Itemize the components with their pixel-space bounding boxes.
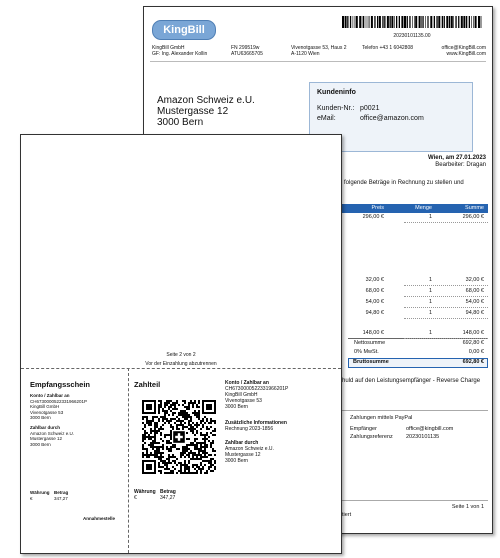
company-city: A-1120 Wien (291, 51, 320, 57)
mwst-value: 0,00 € (468, 349, 484, 355)
row-preis: 148,00 € (362, 330, 384, 336)
row-menge: 1 (428, 299, 432, 305)
payment-payer-city: 3000 Bern (225, 458, 249, 464)
row-menge: 1 (428, 277, 432, 283)
paypal-divider (342, 410, 488, 411)
row-summe: 68,00 € (465, 288, 484, 294)
brutto-row (348, 358, 488, 368)
payment-info-value: Rechnung 2023-1856 (225, 426, 274, 432)
header-divider (150, 61, 486, 62)
receipt-amount (54, 490, 68, 501)
payment-city: 3000 Bern (225, 404, 249, 410)
col-summe: Summe (465, 205, 484, 211)
payment-payer-street: Mustergasse 12 (225, 452, 261, 458)
company-phone: Telefon +43 1 6042808 (362, 45, 414, 51)
invoice-tail: tiert (342, 512, 352, 518)
payment-currency-value: € (134, 495, 137, 501)
receipt-currency (30, 490, 50, 501)
row-preis: 32,00 € (365, 277, 384, 283)
invoice-page-number: Seite 1 von 1 (451, 504, 484, 510)
row-summe: 32,00 € (465, 277, 484, 283)
payment-konto-label: Konto / Zahlbar an (225, 380, 269, 386)
receipt-payer (30, 425, 74, 447)
payment-amount-label: Betrag (160, 489, 176, 495)
company-name: KingBill GmbH (152, 45, 185, 51)
payment-currency (134, 489, 156, 501)
bearbeiter: Bearbeiter: Dragan (435, 162, 486, 168)
row-summe: 296,00 € (462, 214, 484, 220)
col-preis: Preis (371, 205, 384, 211)
brutto-label: Bruttosumme (353, 359, 389, 365)
recipient-street: Mustergasse 12 (157, 106, 229, 117)
kunden-nr-label: Kunden-Nr.: (317, 105, 355, 112)
payment-payer (225, 440, 274, 464)
receipt-currency-label: Währung (30, 490, 50, 495)
paypal-ref: 20230101135 (406, 434, 440, 440)
row-menge: 1 (428, 288, 432, 294)
kunden-nr: p0021 (360, 105, 380, 112)
company-street: Vivenotgasse 53, Haus 2 (291, 45, 347, 51)
row-preis: 54,00 € (365, 299, 384, 305)
payment-name: KingBill GmbH (225, 392, 258, 398)
receipt-amount-label: Betrag (54, 490, 69, 495)
kingbill-logo: KingBill (152, 20, 216, 40)
row-divider (404, 307, 488, 308)
paypal-empf: office@kingbill.com (406, 426, 454, 432)
company-email: office@KingBill.com (441, 45, 486, 51)
payment-amount-value: 347,27 (160, 495, 176, 501)
slip-page-number: Seite 2 von 2 (166, 352, 196, 358)
payment-currency-label: Währung (134, 489, 156, 495)
row-summe: 54,00 € (465, 299, 484, 305)
payment-info-label: Zusätzliche Informationen (225, 420, 287, 426)
receipt-street: Vivenotgasse 53 (30, 409, 64, 415)
row-preis: 94,80 € (365, 310, 384, 316)
row-preis: 68,00 € (365, 288, 384, 294)
payment-iban: CH6730000522331966201P (225, 386, 289, 392)
table-header (342, 204, 488, 213)
kunden-email: office@amazon.com (360, 115, 424, 122)
invoice-date: Wien, am 27.01.2023 (428, 155, 486, 161)
col-menge: Menge (415, 205, 432, 211)
receipt-konto-label: Konto / Zahlbar an (30, 393, 70, 398)
kunden-email-label: eMail: (317, 115, 336, 122)
invoice-intro: folgende Beträge in Rechnung zu stellen und (344, 180, 464, 186)
receipt-name: KingBill GmbH (30, 404, 60, 409)
row-divider (404, 296, 488, 297)
paypal-ref-label: Zahlungsreferenz (350, 434, 393, 440)
receipt-title: Empfangsschein (30, 380, 91, 389)
barcode-number: 20230101135.00 (393, 33, 431, 39)
payment-info (225, 420, 287, 432)
footer-divider (342, 500, 488, 501)
mwst-label: 0% MwSt. (354, 349, 379, 355)
swiss-qr-code (142, 400, 216, 474)
paypal-title: Zahlungen mittels PayPal (350, 415, 413, 421)
barcode (342, 15, 482, 39)
row-divider (404, 338, 488, 339)
row-menge: 1 (428, 330, 432, 336)
paypal-empf-label: Empfänger (350, 426, 377, 432)
receipt-acceptance: Annahmestelle (83, 516, 116, 521)
payment-street: Vivenotgasse 53 (225, 398, 262, 404)
row-menge: 1 (428, 310, 432, 316)
reverse-charge-note: huld auf den Leistungsempfänger - Reverse Charge (342, 378, 481, 384)
row-menge: 1 (428, 214, 432, 220)
payment-account (225, 380, 288, 410)
receipt-payer-name: Amazon Schweiz e.U. (30, 430, 75, 436)
row-divider (404, 285, 488, 286)
payment-slip-page (20, 134, 342, 554)
recipient-address (157, 95, 255, 128)
row-summe: 94,80 € (465, 310, 484, 316)
separation-line (128, 368, 129, 553)
row-divider (404, 318, 488, 319)
receipt-account (30, 393, 87, 421)
company-atu: ATU63665705 (231, 51, 263, 57)
payment-payer-name: Amazon Schweiz e.U. (225, 446, 274, 452)
receipt-payer-street: Mustergasse 12 (30, 436, 63, 441)
payment-amount (160, 489, 176, 501)
netto-label: Nettosumme (354, 340, 386, 346)
receipt-amount-value: 347,27 (54, 495, 68, 501)
recipient-name: Amazon Schweiz e.U. (157, 95, 255, 106)
company-web: www.KingBill.com (446, 51, 486, 57)
receipt-payer-city: 3000 Bern (30, 441, 51, 447)
cut-line (21, 368, 341, 369)
row-divider (404, 222, 488, 223)
row-summe: 148,00 € (462, 330, 484, 336)
cut-note: Vor der Einzahlung abzutrennen (145, 361, 217, 367)
receipt-currency-value: € (30, 495, 33, 501)
barcode-bars (342, 16, 482, 28)
brutto-value: 692,80 € (462, 359, 484, 365)
company-gf: GF: Ing. Alexander Kollin (152, 51, 208, 57)
qr-code-graphic (142, 400, 216, 474)
payment-title: Zahlteil (134, 380, 161, 389)
recipient-city: 3000 Bern (157, 117, 204, 128)
kundeninfo-title: Kundeninfo (317, 89, 356, 96)
receipt-iban: CH6730000522331966201P (30, 398, 88, 404)
payment-payer-label: Zahlbar durch (225, 440, 259, 446)
company-fn: FN 299519w (231, 45, 260, 51)
netto-value: 692,80 € (462, 340, 484, 346)
row-preis: 296,00 € (362, 214, 384, 220)
receipt-payer-label: Zahlbar durch (30, 425, 61, 430)
receipt-city: 3000 Bern (30, 415, 51, 420)
